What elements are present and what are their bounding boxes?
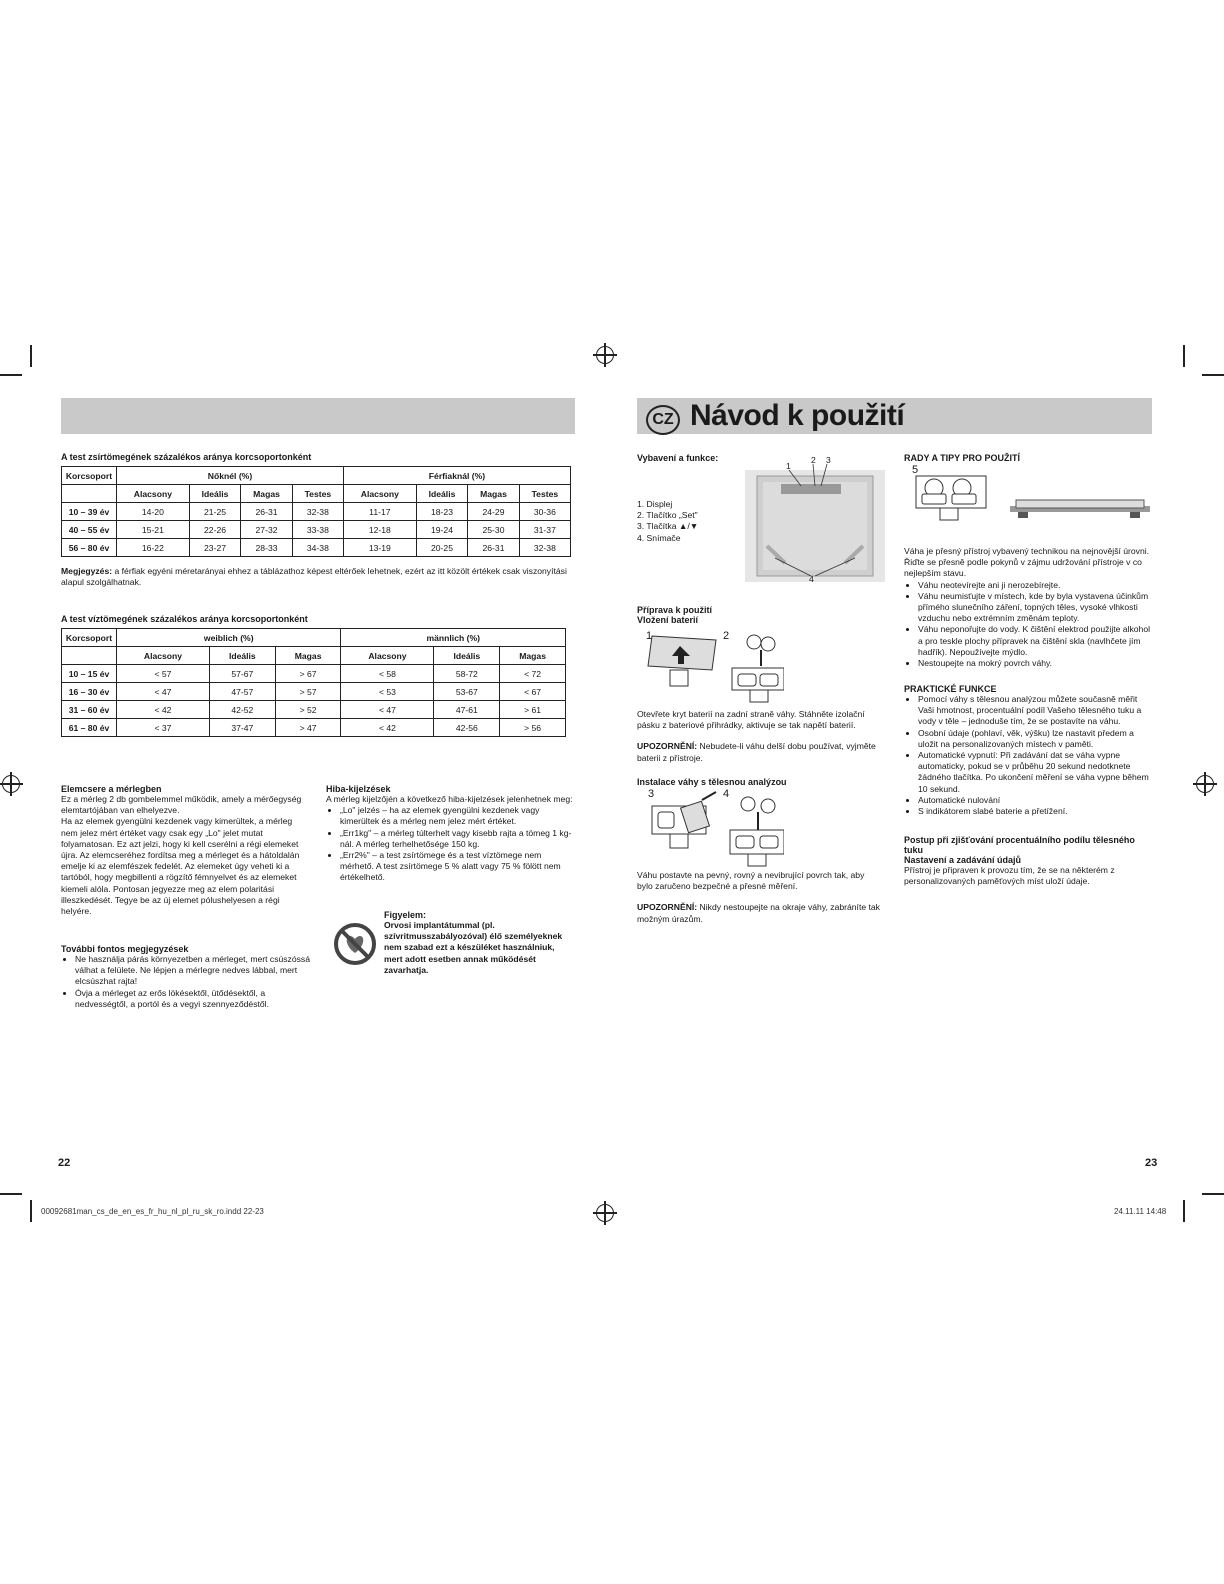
table-cell: 15-21 <box>117 521 190 539</box>
men-header: Férfiaknál (%) <box>343 467 570 485</box>
table1-note: Megjegyzés: a férfiak egyéni méretarányai ehhez a táblázathoz képest eltérőek lehetnek, ezért az itt közölt értékek csak viszonyítási alapul szolgálhatnak. <box>61 566 567 588</box>
table-cell: 12-18 <box>343 521 416 539</box>
men-header: männlich (%) <box>341 629 566 647</box>
column-header: Ideális <box>189 485 241 503</box>
column-header: Magas <box>275 647 341 665</box>
row-age-cell: 61 – 80 év <box>62 719 117 737</box>
water-table <box>61 628 566 737</box>
table-cell: 33-38 <box>292 521 343 539</box>
column-header: Alacsony <box>117 647 210 665</box>
crop-mark <box>0 1193 22 1195</box>
table1-title: A test zsírtömegének százalékos aránya korcsoportonként <box>61 452 312 462</box>
table-cell: < 47 <box>117 683 210 701</box>
install-text <box>637 870 882 925</box>
crop-mark <box>1202 374 1224 376</box>
table-row <box>62 683 566 701</box>
table-row <box>62 521 571 539</box>
more-notes-section <box>61 944 311 1010</box>
crop-mark <box>0 374 22 376</box>
table-cell: > 47 <box>275 719 341 737</box>
fat-table <box>61 466 571 557</box>
table-cell: < 72 <box>500 665 566 683</box>
install-warning: UPOZORNĚNÍ: Nikdy nestoupejte na okraje váhy, zabráníte tak možným úrazům. <box>637 902 880 924</box>
procedure-subheading: Nastavení a zadávání údajů <box>904 855 1022 865</box>
battery-insert-illustration <box>644 630 784 704</box>
prep-section <box>637 605 882 625</box>
column-header: Magas <box>241 485 292 503</box>
equipment-heading: Vybavení a funkce: <box>637 453 719 463</box>
tips-text <box>904 546 1152 669</box>
group-header: Korcsoport <box>62 467 117 485</box>
table-cell: 27-32 <box>241 521 292 539</box>
procedure-section <box>904 835 1152 887</box>
table-cell: 23-27 <box>189 539 241 557</box>
row-age-cell: 40 – 55 év <box>62 521 117 539</box>
table-cell: < 47 <box>341 701 434 719</box>
table-cell: 16-22 <box>117 539 190 557</box>
table-cell: 42-56 <box>434 719 500 737</box>
list-item: • Óvja a mérleget az erős lökésektől, ütődésektől, a nedvességtől, a portól és a vegyi szennyeződéstől. <box>75 988 311 1010</box>
column-header: Magas <box>500 647 566 665</box>
errors-list <box>326 805 574 883</box>
battery-section <box>61 784 311 917</box>
crop-mark <box>1183 1200 1185 1222</box>
page-title: Návod k použití <box>690 399 905 432</box>
fig-label-5: 5 <box>912 464 919 476</box>
list-item: 2. Tlačítko „Set" <box>637 510 698 521</box>
column-header: Alacsony <box>343 485 416 503</box>
prep-subheading: Vložení baterií <box>637 615 699 625</box>
table-cell: > 52 <box>275 701 341 719</box>
row-age-cell: 16 – 30 év <box>62 683 117 701</box>
equipment-section <box>637 453 747 544</box>
fig-label-1: 1 <box>646 630 653 642</box>
table-row <box>62 539 571 557</box>
errors-section <box>326 784 574 884</box>
functions-heading: PRAKTICKÉ FUNKCE <box>904 684 997 694</box>
table-cell: 13-19 <box>343 539 416 557</box>
list-item: • S indikátorem slabé baterie a přetížení. <box>918 806 1152 817</box>
women-header: weiblich (%) <box>117 629 341 647</box>
warning-heading: Figyelem: <box>384 910 427 920</box>
functions-section <box>904 684 1152 817</box>
row-age-cell: 31 – 60 év <box>62 701 117 719</box>
battery-heading: Elemcsere a mérlegben <box>61 784 162 794</box>
table-cell: 18-23 <box>416 503 468 521</box>
list-item: 1. Displej <box>637 499 673 509</box>
table-cell: < 67 <box>500 683 566 701</box>
table-cell: < 42 <box>341 719 434 737</box>
column-header: Testes <box>519 485 570 503</box>
prep-text <box>637 709 882 764</box>
registration-mark-icon <box>596 1204 614 1222</box>
table-cell: 47-61 <box>434 701 500 719</box>
empty-cell <box>62 485 117 503</box>
table-cell: 37-47 <box>209 719 275 737</box>
care-illustration <box>904 470 1154 532</box>
functions-list <box>904 694 1152 817</box>
language-badge: CZ <box>646 405 680 435</box>
registration-mark-icon <box>596 346 614 364</box>
footer-date: 24.11.11 14:48 <box>1114 1207 1167 1216</box>
more-notes-heading: További fontos megjegyzések <box>61 944 189 954</box>
list-item: • „Err2%" – a test zsírtömege és a test víztömege nem mérhető. A test zsírtömege 5 % alatt vagy 75 % fölött nem értékelhető. <box>340 850 574 884</box>
table-cell: 47-57 <box>209 683 275 701</box>
prep-body: Otevřete kryt baterií na zadní straně váhy. Stáhněte izolační pásku z bateriové přihrádky, aktivuje se tak napětí baterií. <box>637 709 865 731</box>
column-header: Ideális <box>209 647 275 665</box>
list-item: 4. Snímače <box>637 532 681 543</box>
crop-mark <box>1202 1193 1224 1195</box>
left-page-number: 22 <box>58 1157 71 1169</box>
list-item: • Nestoupejte na mokrý povrch váhy. <box>918 658 1152 669</box>
table-cell: > 56 <box>500 719 566 737</box>
table-cell: 24-29 <box>468 503 519 521</box>
table-cell: 19-24 <box>416 521 468 539</box>
list-item: • Ne használja párás környezetben a mérleget, mert csúszóssá válhat a felülete. Ne lépjen a mérlegre nedves lábbal, mert elcsúszhat rajta! <box>75 954 311 988</box>
fig-label-2: 2 <box>723 630 730 642</box>
install-heading: Instalace váhy s tělesnou analýzou <box>637 777 787 787</box>
table-cell: 30-36 <box>519 503 570 521</box>
list-item: • Osobní údaje (pohlaví, věk, výšku) lze nastavit předem a uložit na personalizovaných místech v paměti. <box>918 728 1152 750</box>
women-header: Nőknél (%) <box>117 467 344 485</box>
list-item: • Váhu neponořujte do vody. K čištění elektrod použijte alkohol a pro teskle plochy přípravek na čištění skla (navlhčete jím hadřík). Nepoužívejte mýdlo. <box>918 624 1152 658</box>
prep-warning: UPOZORNĚNÍ: Nebudete-li váhu delší dobu používat, vyjměte baterii z přístroje. <box>637 741 876 763</box>
scale-illustration <box>745 458 885 588</box>
installation-illustration <box>644 790 784 870</box>
table-cell: 11-17 <box>343 503 416 521</box>
equipment-list <box>637 499 747 544</box>
tips-intro: Váha je přesný přístroj vybavený technikou na nejnovější úrovni. Řiďte se přesně podle pokynů v zájmu udržování přístroje v co nejlepším stavu. <box>904 546 1150 579</box>
table-row <box>62 503 571 521</box>
table-cell: 22-26 <box>189 521 241 539</box>
list-item: • Automatické vypnutí: Při zadávání dat se váha vypne automaticky, pokud se v průběhu 20 sekund nedotknete žádného tlačítka. Po ukončení měření se váha vypne během 10 sekund. <box>918 750 1152 795</box>
callout-1: 1 <box>786 461 791 471</box>
list-item: • Pomocí váhy s tělesnou analýzou můžete současně měřit Vaši hmotnost, procentuální podíl Vašeho tělesného tuku a vody v těle – jednoduše tím, že se postavíte na váhu. <box>918 694 1152 728</box>
column-header: Ideális <box>434 647 500 665</box>
no-pacemaker-icon <box>333 922 377 966</box>
fig-label-4: 4 <box>723 788 730 800</box>
table-cell: 14-20 <box>117 503 190 521</box>
list-item: • Automatické nulování <box>918 795 1152 806</box>
warning-body: Orvosi implantátummal (pl. szívritmusszabályozóval) élő személyeknek nem szabad ezt a készüléket használniuk, mert adott esetben annak működését zavarhatja. <box>384 920 563 975</box>
table-cell: < 42 <box>117 701 210 719</box>
callout-2: 2 <box>811 455 816 465</box>
errors-heading: Hiba-kijelzések <box>326 784 391 794</box>
column-header: Testes <box>292 485 343 503</box>
right-page-number: 23 <box>1145 1157 1158 1169</box>
table-cell: 53-67 <box>434 683 500 701</box>
list-item: 3. Tlačítka ▲/▼ <box>637 521 699 532</box>
procedure-heading: Postup při zjišťování procentuálního podílu tělesného tuku <box>904 835 1135 855</box>
table-cell: < 37 <box>117 719 210 737</box>
table-cell: 42-52 <box>209 701 275 719</box>
table-cell: 57-67 <box>209 665 275 683</box>
empty-cell <box>62 647 117 665</box>
table-row <box>62 719 566 737</box>
table-cell: < 58 <box>341 665 434 683</box>
table-cell: < 57 <box>117 665 210 683</box>
battery-body: Ez a mérleg 2 db gombelemmel működik, amely a mérőegység elemtartójában van elhelyezve. Ha az elemek gyengülni kezdenek vagy kimerültek, a mérleg nem jelez mért értéket vagy csak egy „Lo" jelet mutat folyamatosan. Ez azt jelzi, hogy ki kell cserélni a régi elemeket újra. Az elemcseréhez fordítsa meg a mérleget és a hátoldalán emelje ki az elemfészek fedelét. Az elemeket úgy veheti ki a tartóból, hogy megbillenti a rögzítő fémnyelvet és az elemeket kiemeli alóla. Pontosan jegyezze meg az elem polaritási illeszkedését. Tegye be az új elemet pólushelyesen a régi helyére. <box>61 794 302 917</box>
table-cell: > 57 <box>275 683 341 701</box>
row-age-cell: 10 – 39 év <box>62 503 117 521</box>
footer-filename: 00092681man_cs_de_en_es_fr_hu_nl_pl_ru_sk_ro.indd 22-23 <box>41 1207 264 1216</box>
registration-mark-icon <box>1196 775 1214 793</box>
tips-heading: RADY A TIPY PRO POUŽITÍ <box>904 453 1021 463</box>
callout-3: 3 <box>826 455 831 465</box>
list-item: • „Lo" jelzés – ha az elemek gyengülni kezdenek vagy kimerültek és a mérleg nem jelez mért értéket. <box>340 805 574 827</box>
table-row <box>62 665 566 683</box>
column-header: Magas <box>468 485 519 503</box>
row-age-cell: 10 – 15 év <box>62 665 117 683</box>
procedure-body: Přístroj je připraven k provozu tím, že se na některém z personalizovaných paměťových míst uloží údaje. <box>904 865 1115 887</box>
left-header-bar <box>61 398 575 434</box>
table-cell: 31-37 <box>519 521 570 539</box>
table-cell: > 61 <box>500 701 566 719</box>
table-cell: > 67 <box>275 665 341 683</box>
crop-mark <box>30 345 32 367</box>
group-header: Korcsoport <box>62 629 117 647</box>
crop-mark <box>30 1200 32 1222</box>
table-cell: < 53 <box>341 683 434 701</box>
table-cell: 20-25 <box>416 539 468 557</box>
prep-heading: Příprava k použití <box>637 605 713 615</box>
list-item: • Váhu neumisťujte v místech, kde by byla vystavena účinkům přímého slunečního záření, topných těles, vysoké vlhkosti vzduchu nebo extrémním změnám teploty. <box>918 591 1152 625</box>
row-age-cell: 56 – 80 év <box>62 539 117 557</box>
table-cell: 34-38 <box>292 539 343 557</box>
list-item: • Váhu neotevírejte ani ji nerozebírejte. <box>918 580 1152 591</box>
list-item: • „Err1kg" – a mérleg túlterhelt vagy kisebb rajta a tömeg 1 kg-nál. A mérleg terhelhetősége 150 kg. <box>340 828 574 850</box>
table-cell: 58-72 <box>434 665 500 683</box>
registration-mark-icon <box>2 775 20 793</box>
column-header: Alacsony <box>117 485 190 503</box>
errors-intro: A mérleg kijelzőjén a következő hiba-kijelzések jelenhetnek meg: <box>326 794 573 804</box>
callout-4: 4 <box>809 574 814 584</box>
column-header: Ideális <box>416 485 468 503</box>
table-cell: 26-31 <box>468 539 519 557</box>
table-cell: 21-25 <box>189 503 241 521</box>
table-cell: 32-38 <box>519 539 570 557</box>
table-row <box>62 701 566 719</box>
table-cell: 25-30 <box>468 521 519 539</box>
install-body: Váhu postavte na pevný, rovný a nevibrující povrch tak, aby bylo zaručeno bezpečné a přesné měření. <box>637 870 865 892</box>
tips-list <box>904 580 1152 670</box>
crop-mark <box>1183 345 1185 367</box>
table-cell: 26-31 <box>241 503 292 521</box>
table-cell: 28-33 <box>241 539 292 557</box>
table-cell: 32-38 <box>292 503 343 521</box>
warning-section <box>384 910 574 976</box>
more-notes-list <box>61 954 311 1010</box>
table2-title: A test víztömegének százalékos aránya korcsoportonként <box>61 614 308 624</box>
fig-label-3: 3 <box>648 788 655 800</box>
column-header: Alacsony <box>341 647 434 665</box>
